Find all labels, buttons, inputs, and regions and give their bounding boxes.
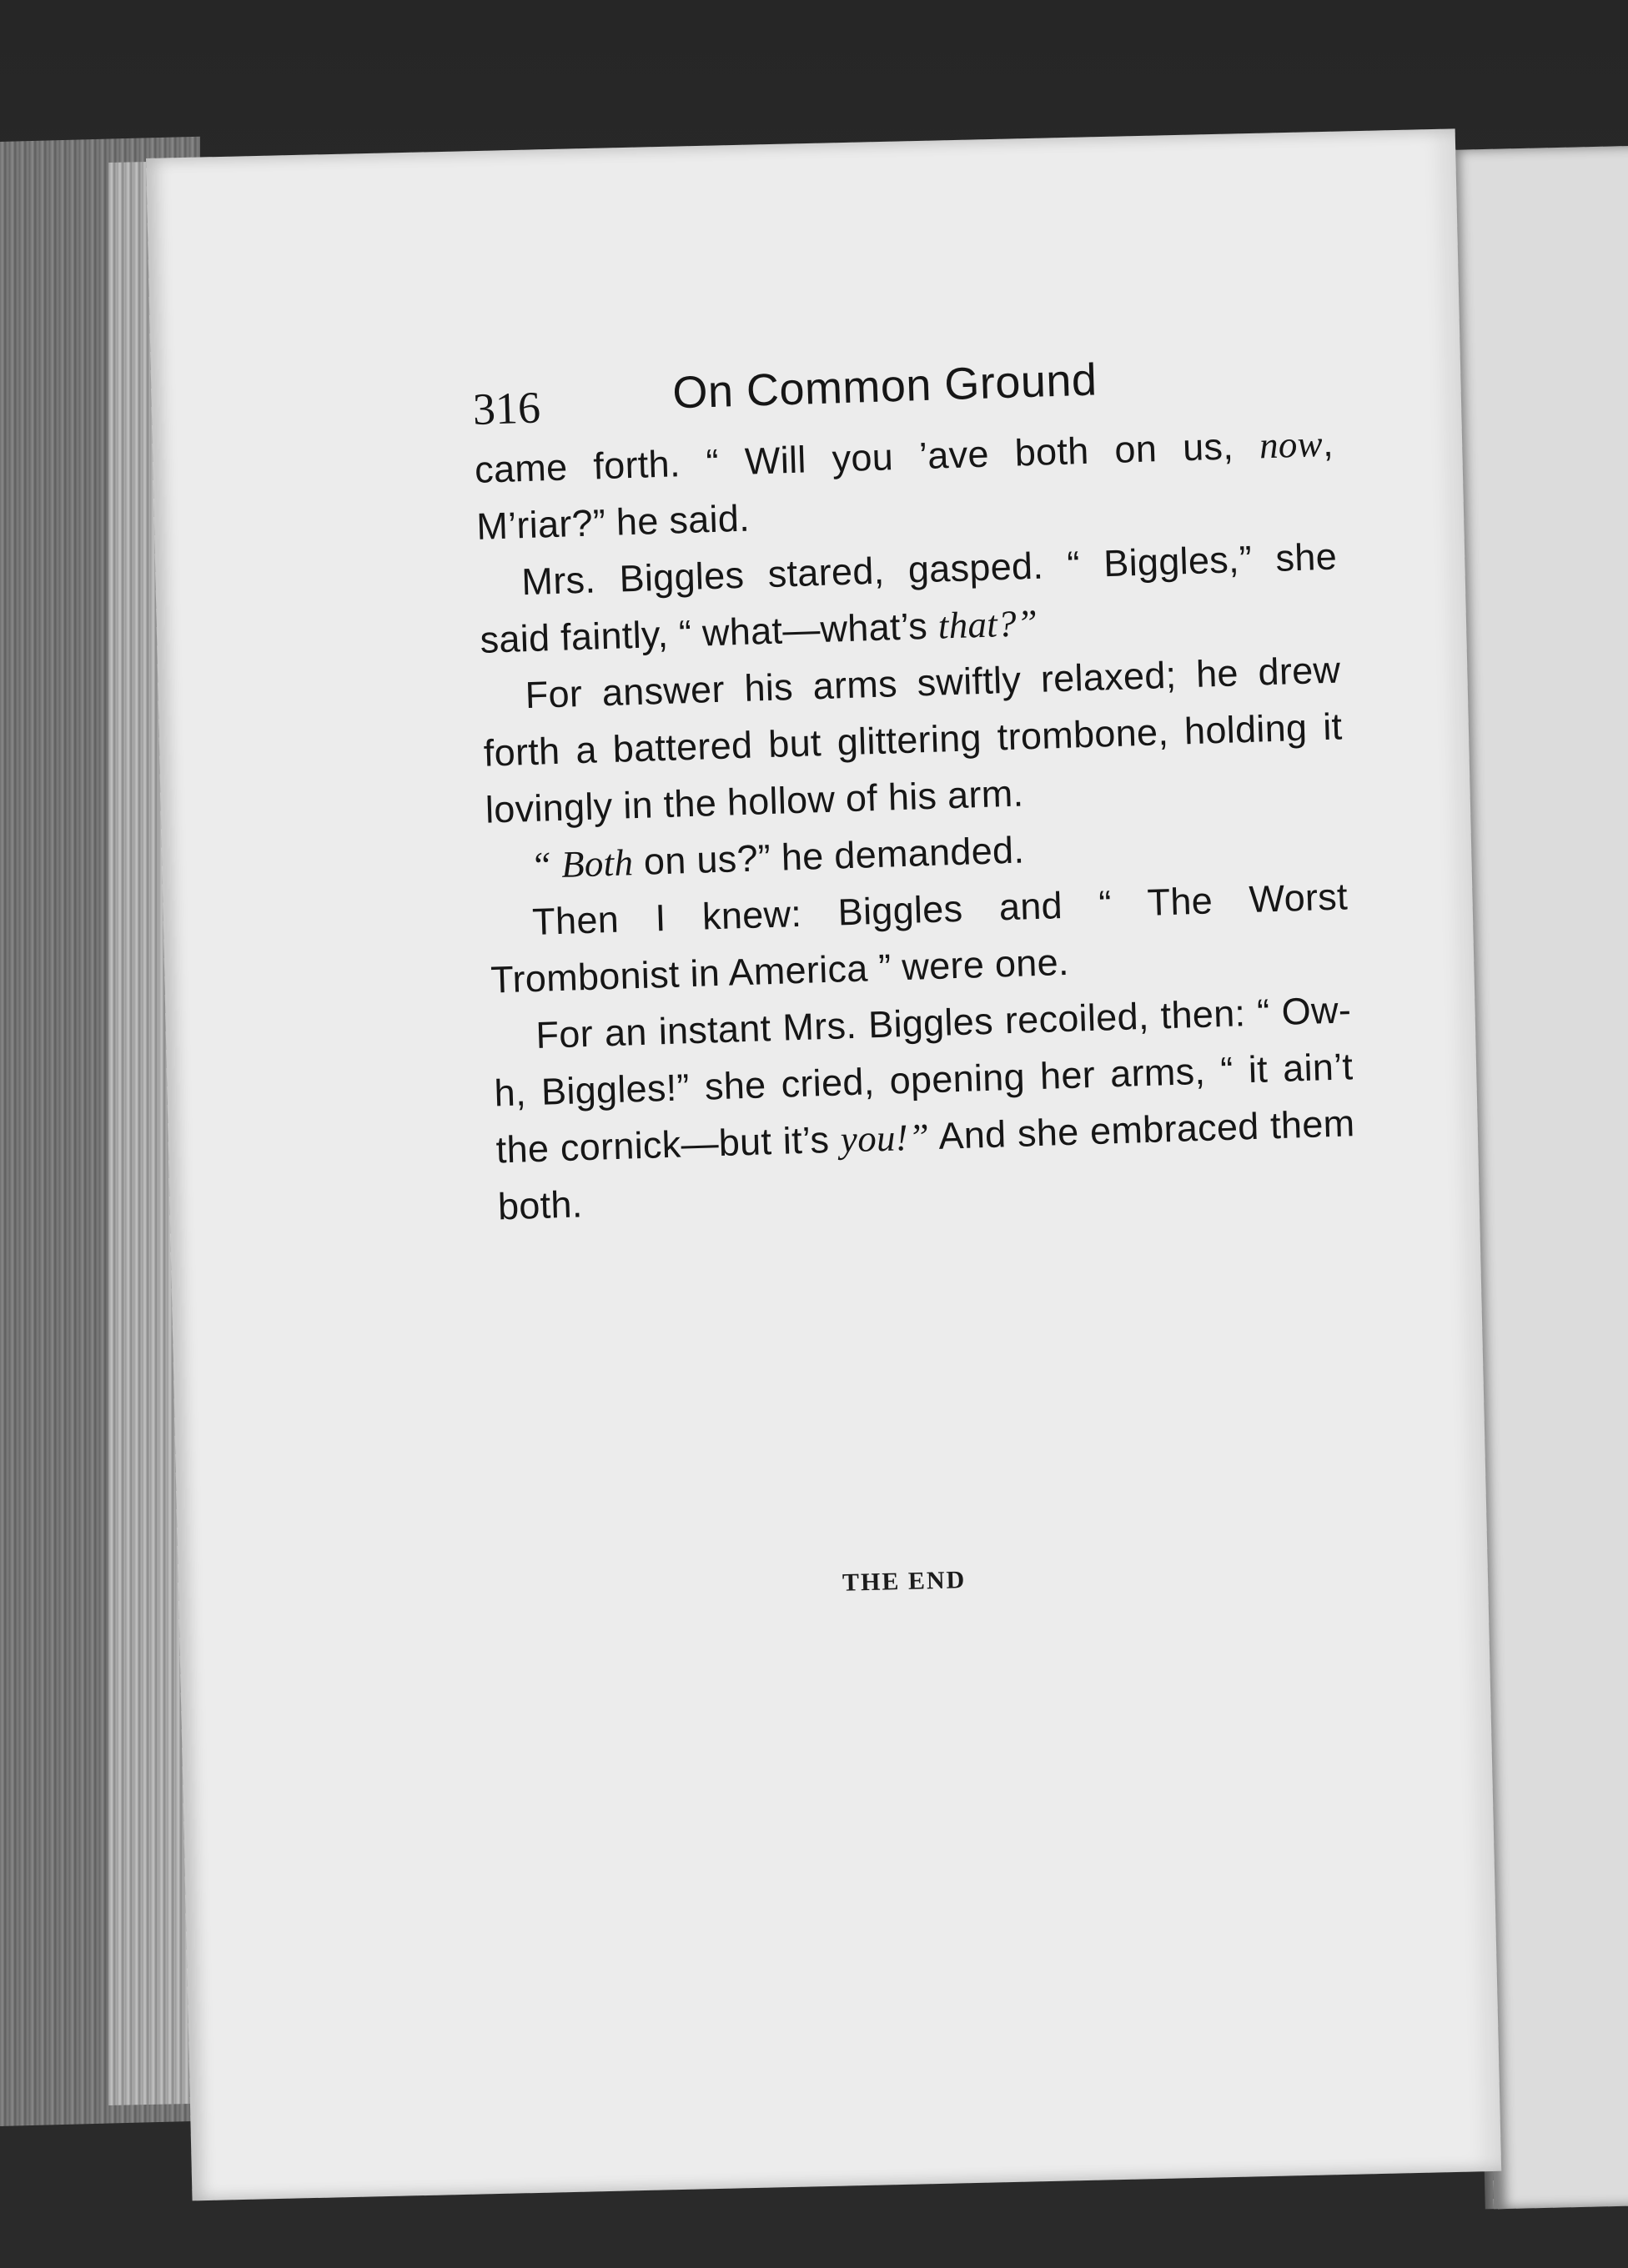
text-run: For an instant Mrs. Biggles recoiled, then: “ Ow-h, Biggles!” she cried, opening her arms, “ it ain’t the cornick—but it’s <box>493 988 1354 1172</box>
paragraph-p3 <box>481 641 1345 838</box>
text-run: Mrs. Biggles stared, gasped. “ Biggles,” she said faintly, “ what—what’s <box>479 534 1338 661</box>
page-number: 316 <box>471 382 541 434</box>
running-title: On Common Ground <box>671 354 1098 419</box>
italic-text: you!” <box>840 1116 931 1161</box>
italic-text: that?” <box>937 601 1038 647</box>
the-end-label: THE END <box>842 1566 967 1597</box>
page-text-block <box>471 332 1358 1236</box>
text-run: , M’riar?” he said. <box>475 421 1334 548</box>
text-run: came forth. “ Will you ’ave both on us, <box>474 424 1260 491</box>
text-run: Then I knew: Biggles and “ The Worst Trombonist in America ” were one. <box>490 875 1349 1001</box>
body-text <box>474 415 1357 1236</box>
paragraph-p6 <box>492 981 1358 1235</box>
italic-text: now <box>1259 422 1324 467</box>
text-run: For answer his arms swiftly relaxed; he drew forth a battered but glittering trombone, holding it lovingly in the hollow of his arm. <box>483 648 1344 831</box>
text-run: And she embraced them both. <box>497 1101 1356 1228</box>
text-run: on us?” he demanded. <box>632 828 1025 884</box>
italic-text: “ Both <box>530 841 634 887</box>
